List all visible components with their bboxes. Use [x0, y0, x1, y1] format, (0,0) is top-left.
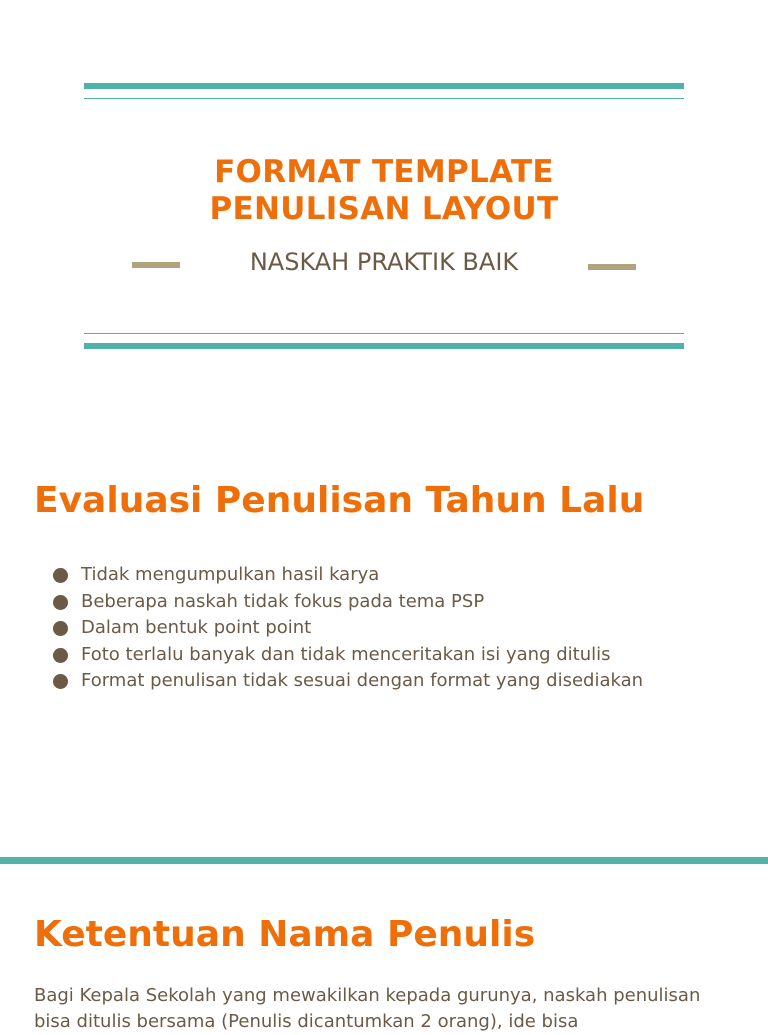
bullet-dot-icon	[53, 648, 68, 663]
top-thick-rule	[84, 83, 684, 89]
slide-divider	[0, 857, 768, 864]
bullet-text: Dalam bentuk point point	[81, 617, 312, 639]
bullet-dot-icon	[53, 568, 68, 583]
slide-title	[0, 154, 768, 228]
list-item	[52, 562, 643, 589]
author-heading: Ketentuan Nama Penulis	[34, 914, 536, 955]
list-item	[52, 589, 643, 616]
evaluation-heading: Evaluasi Penulisan Tahun Lalu	[34, 480, 645, 521]
bullet-text: Beberapa naskah tidak fokus pada tema PSP	[81, 590, 485, 612]
bullet-text: Format penulisan tidak sesuai dengan format yang disediakan	[81, 670, 644, 692]
bottom-thin-rule	[84, 333, 684, 334]
list-item	[52, 615, 643, 642]
slide-subtitle: NASKAH PRAKTIK BAIK	[249, 248, 519, 276]
bullet-text: Foto terlalu banyak dan tidak menceritakan isi yang ditulis	[81, 643, 611, 665]
bullet-dot-icon	[53, 621, 68, 636]
bullet-dot-icon	[53, 674, 68, 689]
bullet-dot-icon	[53, 595, 68, 610]
bottom-thick-rule	[84, 343, 684, 349]
author-paragraph: Bagi Kepala Sekolah yang mewakilkan kepada gurunya, naskah penulisan bisa ditulis bersama (Penulis dicantumkan 2 orang), ide bisa	[34, 985, 701, 1032]
subtitle-right-dash	[588, 264, 636, 270]
slide-title-line-2: PENULISAN LAYOUT	[209, 191, 559, 227]
list-item	[52, 642, 643, 669]
bullet-text: Tidak mengumpulkan hasil karya	[81, 564, 380, 585]
top-thin-rule	[84, 98, 684, 99]
slide-title-line-1: FORMAT TEMPLATE	[214, 154, 554, 190]
evaluation-bullet-list	[52, 562, 643, 695]
list-item	[52, 668, 643, 695]
